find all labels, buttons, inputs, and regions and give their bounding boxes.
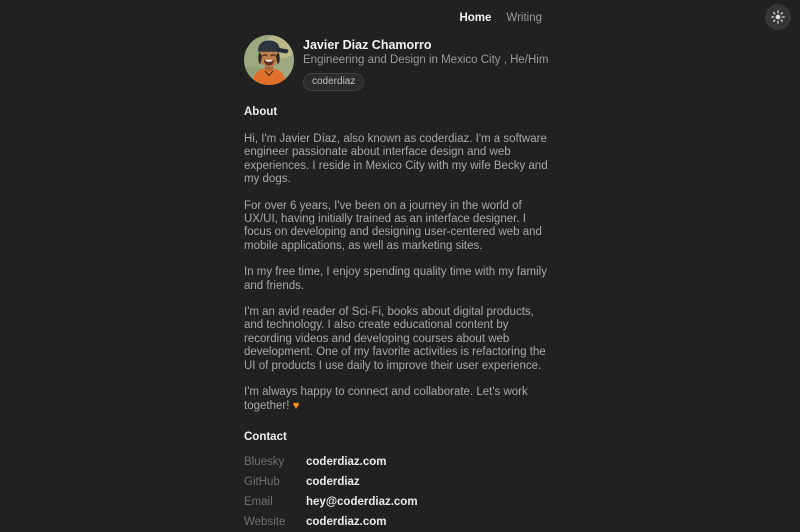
contact-label-bluesky: Bluesky xyxy=(244,455,285,468)
contact-label-email: Email xyxy=(244,495,273,508)
contact-row xyxy=(244,492,556,512)
profile-name: Javier Diaz Chamorro xyxy=(303,38,432,52)
contact-link-email[interactable]: hey@coderdiaz.com xyxy=(306,495,418,508)
nav-link-home[interactable]: Home xyxy=(459,12,492,24)
contact-heading: Contact xyxy=(244,430,287,443)
contact-row xyxy=(244,452,556,472)
contact-section xyxy=(244,431,556,532)
theme-toggle-button[interactable] xyxy=(765,4,791,30)
profile-subtitle: Engineering and Design in Mexico City , He/Him xyxy=(303,54,549,66)
contact-row xyxy=(244,512,556,532)
contact-link-website[interactable]: coderdiaz.com xyxy=(306,515,387,528)
content-column xyxy=(244,0,556,532)
profile-info xyxy=(303,35,548,91)
about-heading: About xyxy=(244,106,278,118)
profile-header xyxy=(244,35,556,91)
contact-link-bluesky[interactable]: coderdiaz.com xyxy=(306,455,387,468)
avatar xyxy=(244,35,294,85)
about-paragraph: Hi, I'm Javier Díaz, also known as coderdiaz. I'm a software engineer passionate about interface design and web experiences. I reside in Mexico City with my wife Becky and my dogs. xyxy=(244,133,548,186)
nav-link-writing[interactable]: Writing xyxy=(506,12,542,24)
about-paragraph: I'm an avid reader of Sci-Fi, books about digital products, and technology. I also create educational content by recording videos and developing courses about web development. One of my favorite activities is refactoring the UI of products I use daily to improve their user experience. xyxy=(244,306,546,372)
contact-label-github: GitHub xyxy=(244,475,280,488)
contact-row xyxy=(244,472,556,492)
orange-heart-emoji: ♥ xyxy=(292,399,300,412)
about-paragraph-text: I'm always happy to connect and collaborate. Let's work together! xyxy=(244,386,528,412)
contact-label-website: Website xyxy=(244,515,286,528)
about-paragraph: In my free time, I enjoy spending quality time with my family and friends. xyxy=(244,266,547,292)
contact-link-github[interactable]: coderdiaz xyxy=(306,475,360,488)
main-nav xyxy=(244,12,542,24)
sun-icon xyxy=(771,10,785,24)
username-badge: coderdiaz xyxy=(303,73,364,91)
about-paragraph xyxy=(244,386,556,413)
about-paragraph: For over 6 years, I've been on a journey in the world of UX/UI, having initially trained as an interface designer. I focus on developing and designing user-centered web and mobile applications, as well as marketing sites. xyxy=(244,199,542,252)
about-section xyxy=(244,106,556,413)
